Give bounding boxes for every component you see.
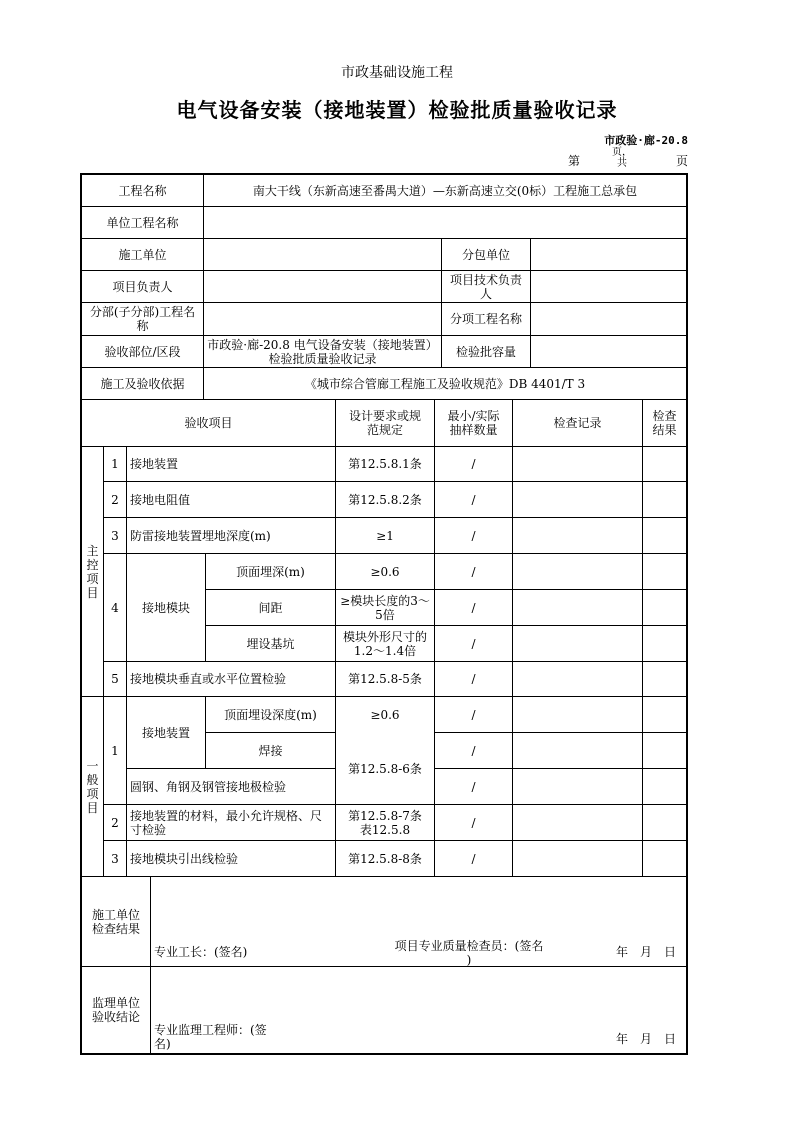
main-row-4-sub-1-item: 顶面埋深(m) [236, 564, 305, 579]
general-row-2-item: 接地装置的材料，最小允许规格、尺寸检验 [130, 808, 323, 837]
general-row-2-spec: 第12.5.8-7条表12.5.8 [348, 808, 422, 837]
pm-value[interactable] [204, 271, 441, 302]
capacity-label: 检验批容量 [455, 344, 516, 359]
main-row-4-sub-1-sample: / [471, 564, 476, 579]
qc-inspector-text-a: 项目专业质量检查员：(签名 [394, 939, 544, 953]
unit-project-value[interactable] [204, 207, 686, 238]
main-row-1-spec: 第12.5.8.1条 [348, 457, 422, 471]
general-row-2-no: 2 [111, 815, 119, 830]
main-row-1-item: 接地装置 [130, 457, 179, 471]
capacity-value[interactable] [531, 336, 686, 367]
main-row-5-spec: 第12.5.8-5条 [348, 672, 422, 686]
main-row-1-no: 1 [111, 457, 119, 471]
main-control-label: 主控项目 [86, 543, 99, 600]
main-row-4-no: 4 [111, 600, 119, 615]
general-row-3-sample: / [471, 851, 476, 866]
contractor-date[interactable]: 年 月 日 [616, 945, 677, 959]
division-value[interactable] [204, 303, 441, 335]
main-row-3-spec: ≥1 [376, 528, 394, 543]
sub-contractor-value[interactable] [531, 239, 686, 270]
general-row-1-group: 接地装置 [141, 725, 190, 740]
general-row-3-no: 3 [111, 851, 119, 866]
qc-inspector-text-b: ) [466, 953, 472, 967]
general-row-1-sub-3-item: 圆钢、角钢及钢管接地极检验 [130, 779, 287, 794]
page-title: 电气设备安装（接地装置）检验批质量验收记录 [176, 98, 618, 122]
main-row-4-sub-3-spec: 模块外形尺寸的1.2～1.4倍 [342, 629, 427, 658]
main-row-4-sub-2-sample: / [471, 600, 476, 615]
general-row-2-sample: / [471, 815, 476, 830]
general-row-1-shared-spec: 第12.5.8-6条 [348, 761, 422, 776]
tech-lead-value[interactable] [531, 271, 686, 302]
pm-label: 项目负责人 [112, 279, 173, 294]
main-row-4-sub-2-spec: ≥模块长度的3～5倍 [340, 593, 430, 622]
basis-value: 《城市综合管廊工程施工及验收规范》DB 4401/T 3 [304, 376, 586, 391]
main-row-3-no: 3 [111, 528, 119, 543]
general-row-1-sub-3-sample: / [471, 779, 476, 794]
main-row-3-item: 防雷接地装置埋地深度(m) [130, 528, 271, 543]
main-row-5-item: 接地模块垂直或水平位置检验 [130, 672, 287, 686]
general-row-1-sub-2-item: 焊接 [258, 743, 283, 758]
contractor-label: 施工单位 [118, 247, 167, 262]
supervisor-date[interactable]: 年 月 日 [616, 1032, 677, 1046]
engineer-text-b: 名) [154, 1037, 171, 1051]
contractor-check-label: 施工单位检查结果 [91, 907, 140, 936]
main-row-5-sample: / [471, 672, 476, 686]
sub-contractor-label: 分包单位 [461, 247, 510, 262]
col-header-result: 检查结果 [652, 409, 677, 437]
main-row-2-item: 接地电阻值 [130, 492, 191, 507]
subitem-value[interactable] [531, 303, 686, 335]
subitem-label: 分项工程名称 [449, 312, 522, 326]
page-label-ye: 页 [676, 154, 689, 168]
header-top: 市政基础设施工程 [341, 65, 453, 81]
unit-project-label: 单位工程名称 [106, 215, 179, 230]
main-row-4-sub-3-item: 埋设基坑 [246, 636, 295, 651]
main-row-2-sample: / [471, 492, 476, 507]
project-name-label: 工程名称 [118, 183, 167, 198]
general-label: 一般项目 [86, 758, 99, 815]
general-row-1-sub-1-item: 顶面埋设深度(m) [224, 707, 317, 722]
division-label: 分部(子分部)工程名称 [89, 305, 196, 333]
record-table [80, 173, 688, 1055]
main-row-5-no: 5 [111, 672, 119, 686]
supervisor-engineer-signature[interactable] [154, 1023, 267, 1051]
main-row-2-spec: 第12.5.8.2条 [348, 492, 422, 507]
main-row-4-sub-2-item: 间距 [258, 600, 283, 615]
main-row-1-sample: / [471, 457, 476, 471]
document-number: 市政验·廊-20.8 [604, 134, 688, 147]
page-label-gong: 页，共 [612, 147, 632, 169]
foreman-signature[interactable]: 专业工长：(签名) [154, 945, 248, 959]
main-row-3-sample: / [471, 528, 476, 543]
col-header-item: 验收项目 [184, 416, 233, 430]
col-header-sample: 最小/实际抽样数量 [447, 409, 500, 437]
general-row-3-spec: 第12.5.8-8条 [348, 851, 422, 866]
col-header-spec: 设计要求或规范规定 [348, 409, 421, 437]
general-row-1-sub-1-spec: ≥0.6 [370, 707, 400, 722]
main-row-2-no: 2 [111, 492, 119, 507]
general-row-3-item: 接地模块引出线检验 [130, 851, 239, 866]
col-header-record: 检查记录 [553, 416, 602, 430]
general-row-1-sub-1-sample: / [471, 707, 476, 722]
supervisor-conclusion-label: 监理单位验收结论 [91, 996, 140, 1024]
engineer-text-a: 专业监理工程师：(签 [154, 1023, 267, 1037]
general-row-1-sub-2-sample: / [471, 743, 476, 758]
contractor-value[interactable] [204, 239, 441, 270]
qc-inspector-signature[interactable] [388, 939, 550, 967]
general-row-1-no: 1 [111, 743, 119, 758]
page-label-di: 第 [568, 154, 581, 168]
tech-lead-label: 项目技术负责人 [449, 272, 522, 301]
location-label: 验收部位/区段 [104, 344, 181, 359]
main-row-4-sub-3-sample: / [471, 636, 476, 651]
main-row-4-sub-1-spec: ≥0.6 [370, 564, 400, 579]
project-name-value: 南大干线（东新高速至番禺大道）—东新高速立交(0标）工程施工总承包 [252, 183, 638, 198]
main-row-4-group: 接地模块 [141, 600, 190, 615]
location-value: 市政验·廊-20.8 电气设备安装（接地装置）检验批质量验收记录 [207, 337, 438, 366]
basis-label: 施工及验收依据 [100, 376, 185, 391]
